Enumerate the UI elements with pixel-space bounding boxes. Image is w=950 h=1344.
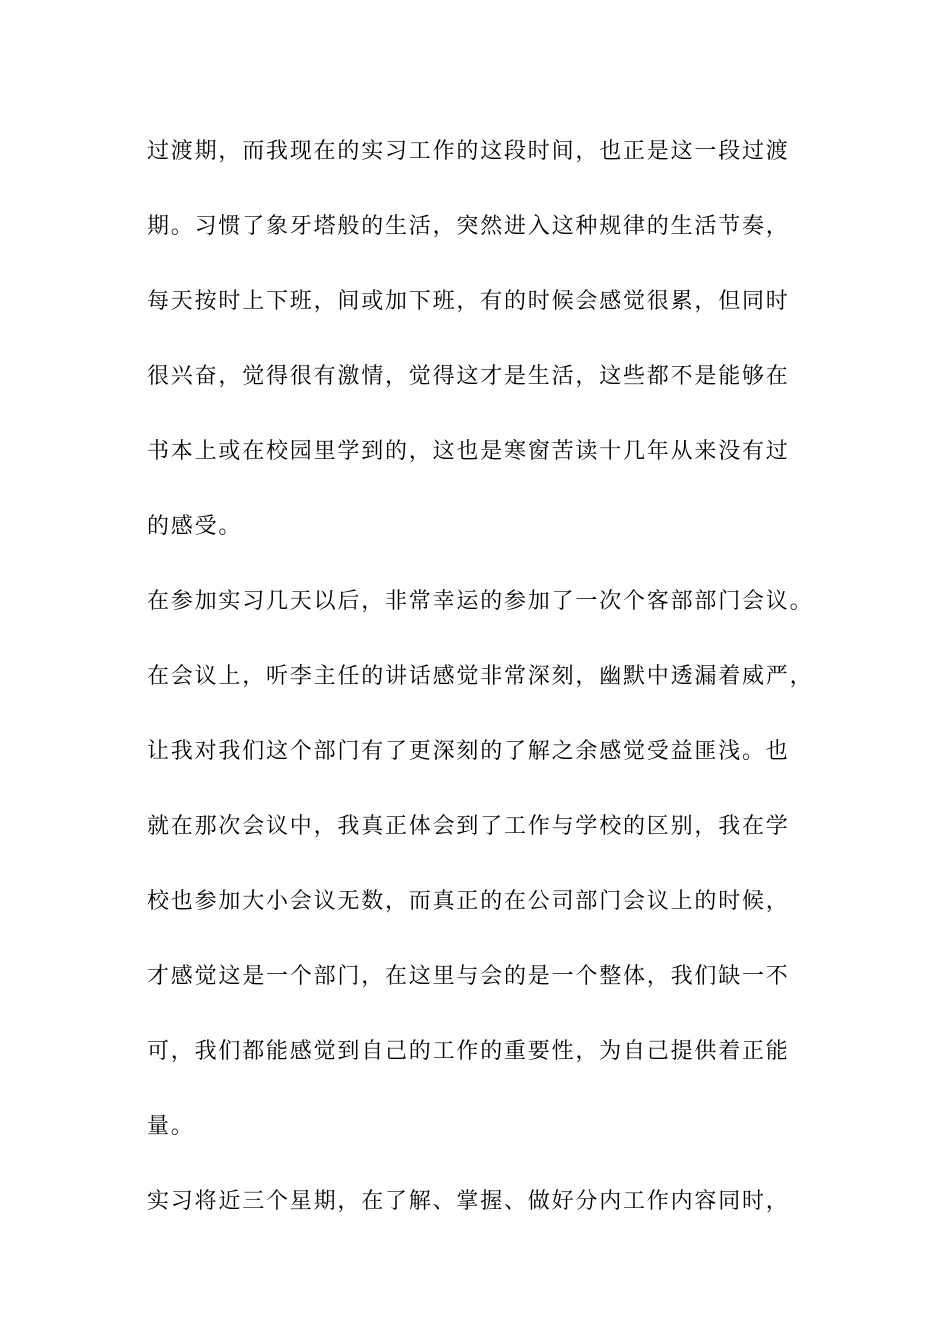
text-line-1: 过渡期，而我现在的实习工作的这段时间，也正是这一段过渡 bbox=[147, 139, 790, 164]
text-line-13: 可，我们都能感觉到自己的工作的重要性，为自己提供着正能 bbox=[147, 1039, 790, 1064]
text-line-4: 很兴奋，觉得很有激情，觉得这才是生活，这些都不是能够在 bbox=[147, 364, 790, 389]
text-line-15: 实习将近三个星期，在了解、掌握、做好分内工作内容同时， bbox=[147, 1189, 790, 1214]
text-line-12: 才感觉这是一个部门，在这里与会的是一个整体，我们缺一不 bbox=[147, 964, 790, 989]
text-line-10: 就在那次会议中，我真正体会到了工作与学校的区别，我在学 bbox=[147, 814, 790, 839]
text-line-3: 每天按时上下班，间或加下班，有的时候会感觉很累，但同时 bbox=[147, 289, 790, 314]
text-line-2: 期。习惯了象牙塔般的生活，突然进入这种规律的生活节奏， bbox=[147, 214, 790, 239]
text-line-6: 的感受。 bbox=[147, 514, 243, 539]
body-text bbox=[147, 128, 827, 1253]
text-line-14: 量。 bbox=[147, 1114, 195, 1139]
text-line-5: 书本上或在校园里学到的，这也是寒窗苦读十几年从来没有过 bbox=[147, 439, 790, 464]
text-line-7: 在参加实习几天以后，非常幸运的参加了一次个客部部门会议。 bbox=[147, 589, 814, 614]
text-line-9: 让我对我们这个部门有了更深刻的了解之余感觉受益匪浅。也 bbox=[147, 739, 790, 764]
text-line-11: 校也参加大小会议无数，而真正的在公司部门会议上的时候， bbox=[147, 889, 790, 914]
text-line-8: 在会议上，听李主任的讲话感觉非常深刻，幽默中透漏着威严， bbox=[147, 664, 814, 689]
